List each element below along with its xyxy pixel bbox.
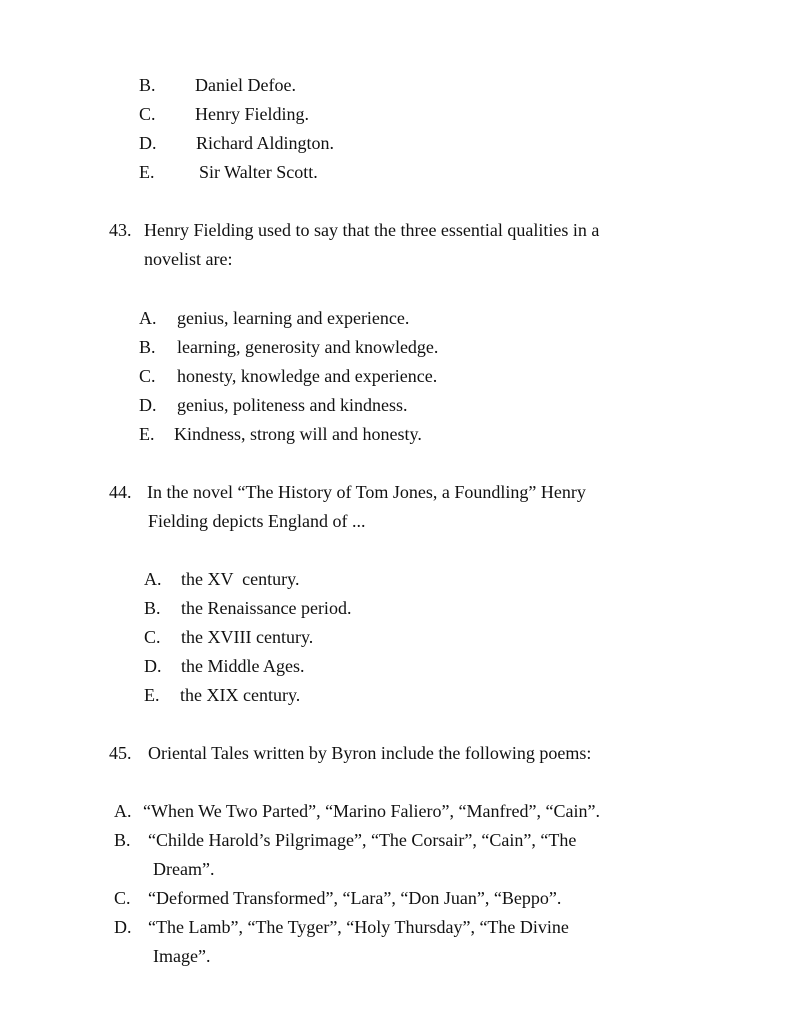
option-text: Daniel Defoe. bbox=[195, 75, 296, 95]
option-letter: C. bbox=[139, 366, 156, 386]
option-letter: B. bbox=[139, 75, 156, 95]
question-number: 44. bbox=[109, 482, 132, 502]
option-text: “Childe Harold’s Pilgrimage”, “The Corsair”, “Cain”, “The bbox=[148, 830, 577, 850]
option-text: learning, generosity and knowledge. bbox=[177, 337, 439, 357]
option-letter: D. bbox=[139, 395, 157, 415]
question-number: 45. bbox=[109, 743, 132, 763]
option-text: genius, politeness and kindness. bbox=[177, 395, 408, 415]
option-text: the Middle Ages. bbox=[181, 656, 305, 676]
option-letter: B. bbox=[114, 830, 131, 850]
option-text: genius, learning and experience. bbox=[177, 308, 410, 328]
option-letter: E. bbox=[139, 424, 155, 444]
option-letter: C. bbox=[114, 888, 131, 908]
question-text: In the novel “The History of Tom Jones, a Foundling” Henry bbox=[147, 482, 586, 502]
option-text: the Renaissance period. bbox=[181, 598, 352, 618]
option-text: Kindness, strong will and honesty. bbox=[174, 424, 422, 444]
question-text: Fielding depicts England of ... bbox=[148, 511, 366, 531]
option-text: the XV century. bbox=[181, 569, 300, 589]
option-letter: D. bbox=[114, 917, 132, 937]
option-text: “When We Two Parted”, “Marino Faliero”, “Manfred”, “Cain”. bbox=[143, 801, 600, 821]
option-letter: A. bbox=[114, 801, 132, 821]
option-letter: B. bbox=[144, 598, 161, 618]
option-letter: A. bbox=[144, 569, 162, 589]
option-letter: C. bbox=[144, 627, 161, 647]
option-text: Dream”. bbox=[153, 859, 215, 879]
option-text: Richard Aldington. bbox=[196, 133, 334, 153]
option-text: Henry Fielding. bbox=[195, 104, 309, 124]
option-letter: E. bbox=[144, 685, 160, 705]
option-letter: C. bbox=[139, 104, 156, 124]
option-letter: A. bbox=[139, 308, 157, 328]
option-letter: D. bbox=[144, 656, 162, 676]
option-text: Sir Walter Scott. bbox=[199, 162, 318, 182]
option-letter: E. bbox=[139, 162, 155, 182]
question-number: 43. bbox=[109, 220, 132, 240]
option-letter: B. bbox=[139, 337, 156, 357]
option-text: honesty, knowledge and experience. bbox=[177, 366, 438, 386]
option-text: Image”. bbox=[153, 946, 211, 966]
question-text: novelist are: bbox=[144, 249, 233, 269]
question-text: Henry Fielding used to say that the three essential qualities in a bbox=[144, 220, 600, 240]
option-text: the XVIII century. bbox=[181, 627, 314, 647]
option-text: “Deformed Transformed”, “Lara”, “Don Juan”, “Beppo”. bbox=[148, 888, 562, 908]
question-text: Oriental Tales written by Byron include the following poems: bbox=[148, 743, 592, 763]
option-text: the XIX century. bbox=[180, 685, 301, 705]
option-text: “The Lamb”, “The Tyger”, “Holy Thursday”, “The Divine bbox=[148, 917, 569, 937]
option-letter: D. bbox=[139, 133, 157, 153]
